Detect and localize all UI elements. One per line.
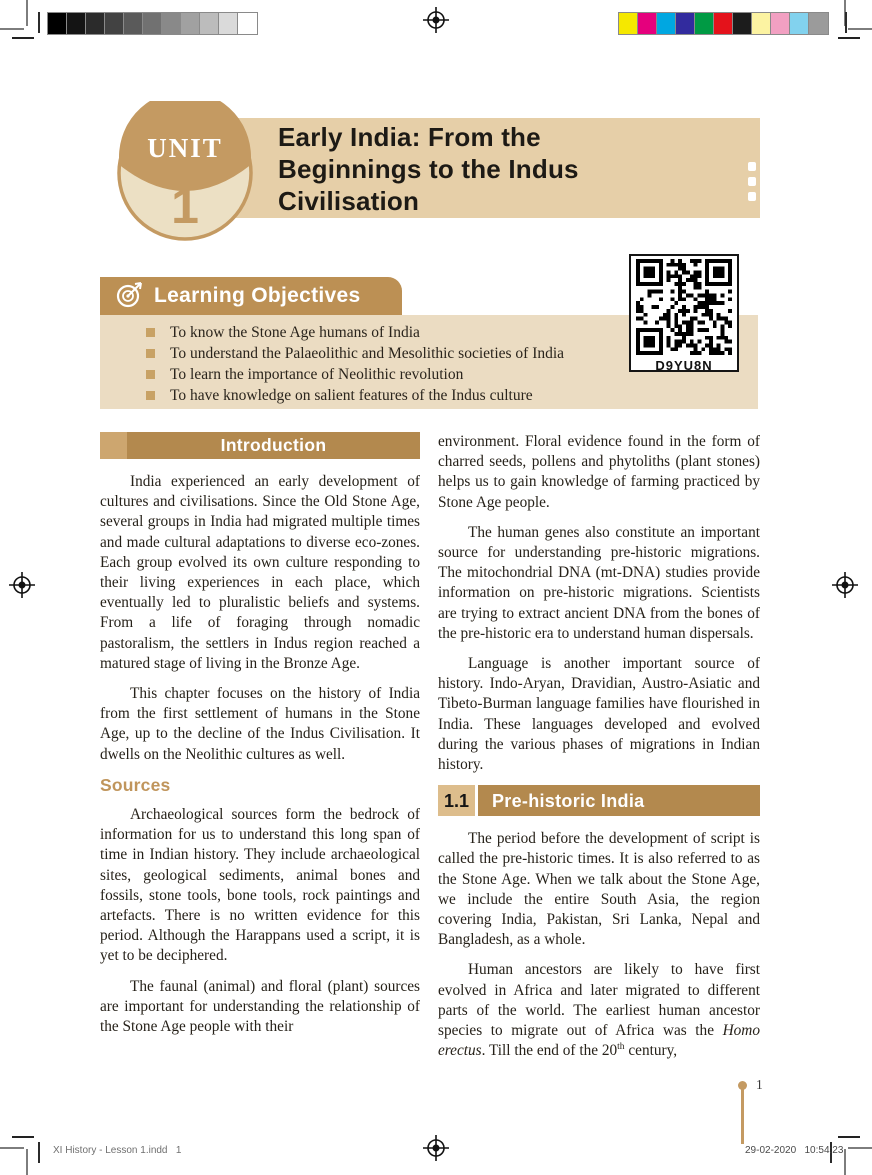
square-bullet-icon (146, 328, 155, 337)
section-heading-text: Pre-historic India (478, 785, 760, 816)
paragraph: environment. Floral evidence found in the form of charred seeds, pollens and phytoliths (plant stones) helps us to gain knowledge of farming practiced by Stone Age people. (438, 433, 760, 511)
footer-timestamp: 29-02-2020 10:54:23 (745, 1145, 844, 1156)
qr-code-label: D9YU8N (655, 358, 713, 373)
target-icon (114, 279, 144, 314)
qr-code (629, 254, 739, 372)
introduction-heading-text: Introduction (127, 432, 420, 459)
paragraph: The faunal (animal) and floral (plant) sources are important for understanding the relationship of the Stone Age people with their (100, 977, 420, 1036)
objective-item (146, 385, 758, 406)
objective-text: To have knowledge on salient features of the Indus culture (170, 386, 533, 404)
page-number: 1 (756, 1077, 763, 1092)
paragraph: The human genes also constitute an important source for understanding pre-historic migrations. The mitochondrial DNA (mt-DNA) studies provide information on pre-historic migrations. Scientists are trying to extract ancient DNA from the bones of the pre-historic era to understand human dispersals. (438, 523, 760, 642)
crop-mark (0, 28, 24, 30)
learning-objectives-header (100, 277, 402, 315)
crop-mark (838, 1136, 860, 1138)
crop-mark (26, 0, 28, 26)
registration-mark-icon (423, 7, 449, 33)
color-calibration-bar (618, 12, 829, 35)
left-column (100, 432, 420, 1047)
registration-mark-icon (832, 572, 858, 598)
crop-mark (848, 1147, 872, 1149)
square-bullet-icon (146, 391, 155, 400)
crop-mark (12, 1136, 34, 1138)
square-bullet-icon (146, 370, 155, 379)
registration-mark-icon (9, 572, 35, 598)
footer-filename: XI History - Lesson 1.indd 1 (53, 1145, 182, 1156)
crop-mark (848, 28, 872, 30)
paragraph: India experienced an early development of cultures and civilisations. Since the Old Stone Age, several groups in India had migrated multiple times and made cultural adaptations to diverse eco-zones. Each group evolved its own culture responding to their living experiences in each place, which eventually led to pluralistic beliefs and systems. From a life of foraging through nomadic pastoralism, the settlers in Indus region reached a matured stage of living in the Bronze Age. (100, 473, 420, 672)
crop-mark (844, 1149, 846, 1175)
unit-badge (113, 101, 257, 245)
crop-mark (12, 37, 34, 39)
banner-edge-dashes (748, 162, 756, 201)
crop-mark (26, 1149, 28, 1175)
square-bullet-icon (146, 349, 155, 358)
paragraph: Archaeological sources form the bedrock of information for us to understand this long span of time in Indian history. They include archaeological sites, geological sediments, animal bones and fossils, stone tools, bone tools, rock paintings and artefacts. There is no written evidence for this period. Although the Harappans used a script, it is yet to be deciphered. (100, 806, 420, 965)
paragraph: Language is another important source of history. Indo-Aryan, Dravidian, Austro-Asiatic and Tibeto-Burman language families have flourished in India. These languages developed and evolved during the various phases of migrations in Indian history. (438, 655, 760, 774)
right-column (438, 432, 760, 1071)
registration-mark-icon (423, 1135, 449, 1161)
crop-mark (838, 37, 860, 39)
objective-text: To learn the importance of Neolithic revolution (170, 365, 464, 383)
page-number-line (741, 1087, 744, 1144)
crop-mark (0, 1147, 24, 1149)
unit-title-banner (232, 118, 760, 218)
unit-label: UNIT (147, 133, 223, 163)
objective-text: To know the Stone Age humans of India (170, 323, 420, 341)
learning-objectives-title: Learning Objectives (154, 284, 361, 307)
unit-title: Early India: From the Beginnings to the Indus Civilisation (278, 122, 579, 216)
unit-number: 1 (171, 178, 199, 234)
section-1-1-heading (438, 785, 760, 816)
crop-mark (38, 1142, 40, 1163)
section-number: 1.1 (438, 785, 475, 816)
crop-mark (845, 12, 847, 33)
paragraph: This chapter focuses on the history of India from the first settlement of humans in the Stone Age, up to the decline of the Indus Civilisation. It dwells on the Neolithic cultures as well. (100, 685, 420, 763)
grayscale-calibration-bar (47, 12, 258, 35)
paragraph: The period before the development of script is called the pre-historic times. It is also referred to as the Stone Age. When we talk about the Stone Age, we include the entire South Asia, the region covering India, Pakistan, Sri Lanka, Nepal and Bangladesh, as a whole. (438, 830, 760, 949)
objective-text: To understand the Palaeolithic and Mesolithic societies of India (170, 344, 565, 362)
sources-heading: Sources (100, 774, 171, 795)
crop-mark (38, 12, 40, 33)
introduction-heading (100, 432, 420, 459)
heading-lead-square (100, 432, 127, 459)
paragraph: Human ancestors are likely to have first evolved in Africa and later migrated to different parts of the world. The earliest human ancestor species to migrate out of Africa was the Homo erectus. Till the end of the 20th century, (438, 961, 760, 1060)
